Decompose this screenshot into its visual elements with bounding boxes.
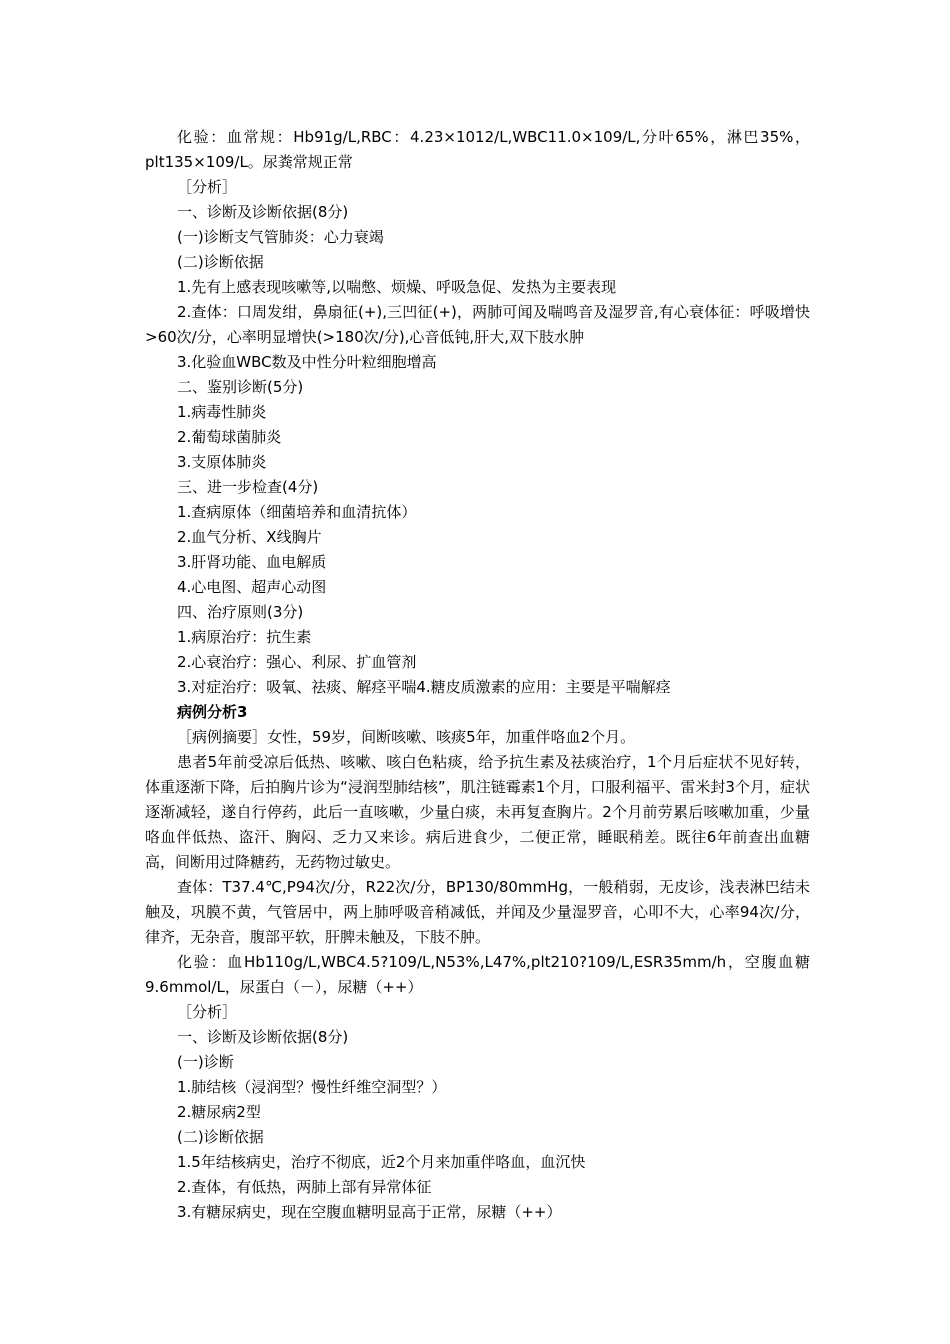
paragraph: 一、诊断及诊断依据(8分) bbox=[177, 203, 349, 221]
paragraph: 2.查体：口周发绀，鼻扇征(+),三凹征(+)，两肺可闻及喘鸣音及湿罗音,有心衰体征：呼吸增快>60次/分，心率明显增快(>180次/分),心音低钝,肝大,双下肢水肿 bbox=[145, 303, 810, 346]
paragraph: (二)诊断依据 bbox=[177, 253, 264, 271]
paragraph: 4.心电图、超声心动图 bbox=[177, 578, 327, 596]
paragraph: 2.葡萄球菌肺炎 bbox=[177, 428, 282, 446]
paragraph: ［病例摘要］女性，59岁，间断咳嗽、咳痰5年，加重伴咯血2个月。 bbox=[177, 728, 636, 746]
paragraph: 2.查体，有低热，两肺上部有异常体征 bbox=[177, 1178, 432, 1196]
paragraph: 患者5年前受凉后低热、咳嗽、咳白色粘痰，给予抗生素及祛痰治疗，1个月后症状不见好转，体重逐渐下降，后拍胸片诊为“浸润型肺结核”，肌注链霉素1个月，口服利福平、雷米封3个月，症状逐渐减轻，遂自行停药，此后一直咳嗽，少量白痰，未再复查胸片。2个月前劳累后咳嗽加重，少量咯血伴低热、盗汗、胸闷、乏力又来诊。病后进食少，二便正常，睡眠稍差。既往6年前查出血糖高，间断用过降糖药，无药物过敏史。 bbox=[145, 753, 810, 871]
paragraph: 2.血气分析、X线胸片 bbox=[177, 528, 322, 546]
paragraph: ［分析］ bbox=[177, 178, 238, 196]
paragraph: 1.先有上感表现咳嗽等,以喘憋、烦燥、呼吸急促、发热为主要表现 bbox=[177, 278, 617, 296]
paragraph: 3.化验血WBC数及中性分叶粒细胞增高 bbox=[177, 353, 437, 371]
paragraph: 2.心衰治疗：强心、利尿、扩血管剂 bbox=[177, 653, 417, 671]
paragraph: (一)诊断 bbox=[177, 1053, 234, 1071]
paragraph: 化验：血Hb110g/L,WBC4.5?109/L,N53%,L47%,plt210?109/L,ESR35mm/h，空腹血糖9.6mmol/L，尿蛋白（－），尿糖（++） bbox=[145, 953, 810, 996]
paragraph: 四、治疗原则(3分) bbox=[177, 603, 304, 621]
paragraph: 三、进一步检查(4分) bbox=[177, 478, 319, 496]
paragraph: 一、诊断及诊断依据(8分) bbox=[177, 1028, 349, 1046]
paragraph: 3.有糖尿病史，现在空腹血糖明显高于正常，尿糖（++） bbox=[177, 1203, 562, 1221]
paragraph: (二)诊断依据 bbox=[177, 1128, 264, 1146]
paragraph: 1.肺结核（浸润型？慢性纤维空洞型？） bbox=[177, 1078, 447, 1096]
paragraph: 查体：T37.4℃,P94次/分，R22次/分，BP130/80mmHg，一般稍弱，无皮诊，浅表淋巴结未触及，巩膜不黄，气管居中，两上肺呼吸音稍减低，并闻及少量湿罗音，心叩不大，心率94次/分，律齐，无杂音，腹部平软，肝脾未触及，下肢不肿。 bbox=[145, 878, 810, 946]
paragraph: 3.肝肾功能、血电解质 bbox=[177, 553, 327, 571]
paragraph: 2.糖尿病2型 bbox=[177, 1103, 261, 1121]
section-heading: 病例分析3 bbox=[177, 703, 248, 721]
paragraph: 3.支原体肺炎 bbox=[177, 453, 267, 471]
paragraph: 1.查病原体（细菌培养和血清抗体） bbox=[177, 503, 417, 521]
paragraph: 1.病原治疗：抗生素 bbox=[177, 628, 312, 646]
paragraph: 3.对症治疗：吸氧、祛痰、解痉平喘4.糖皮质激素的应用：主要是平喘解痉 bbox=[177, 678, 671, 696]
paragraph: 1.5年结核病史，治疗不彻底，近2个月来加重伴咯血，血沉快 bbox=[177, 1153, 586, 1171]
paragraph: ［分析］ bbox=[177, 1003, 238, 1021]
paragraph: 二、鉴别诊断(5分) bbox=[177, 378, 304, 396]
paragraph: 1.病毒性肺炎 bbox=[177, 403, 267, 421]
paragraph: (一)诊断支气管肺炎：心力衰竭 bbox=[177, 228, 384, 246]
paragraph: 化验：血常规：Hb91g/L,RBC：4.23×1012/L,WBC11.0×109/L,分叶65%，淋巴35%，plt135×109/L。尿粪常规正常 bbox=[145, 128, 810, 171]
document-body bbox=[145, 125, 810, 1225]
